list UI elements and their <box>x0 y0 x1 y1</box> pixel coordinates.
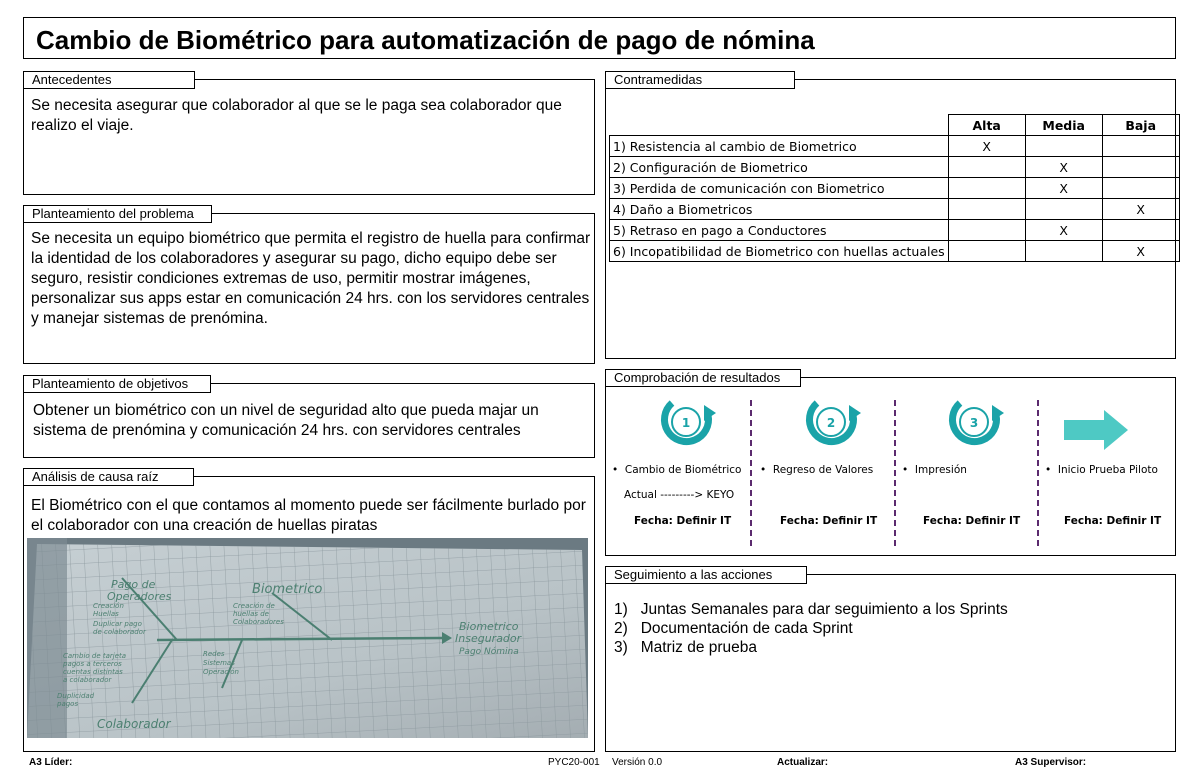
list-item-text: Documentación de cada Sprint <box>640 620 853 637</box>
step-1-name <box>612 464 741 476</box>
antecedentes-text: Se necesita asegurar que colaborador al que se le paga sea colaborador que realizo el viaje. <box>31 97 562 134</box>
contramedidas-label: Contramedidas <box>605 71 795 89</box>
fishbone-cause-bm-3: Operación <box>203 668 239 676</box>
row-label: 1) Resistencia al cambio de Biometrico <box>610 136 949 157</box>
seguimiento-list <box>614 600 1008 657</box>
step-4-fecha: Fecha: Definir IT <box>1064 515 1162 527</box>
cell-baja <box>1102 178 1179 199</box>
fishbone-cause-bl-2: pagos a terceros <box>63 660 122 668</box>
fishbone-bottom-label: Colaborador <box>97 717 171 731</box>
cycle-step-2-icon <box>797 393 867 451</box>
step-4-bullet: • <box>1045 464 1052 476</box>
footer-actualizar: Actualizar: <box>777 757 829 768</box>
objetivos-text: Obtener un biométrico con un nivel de seguridad alto que pueda majar un sistema de prenómina y comunicación 24 hrs. con servidores centrales <box>33 402 539 439</box>
contramedidas-table <box>609 114 1180 262</box>
cell-media: X <box>1025 157 1102 178</box>
fishbone-cause-bl-4: a colaborador <box>63 676 112 684</box>
step-3-number: 3 <box>969 416 979 430</box>
fishbone-top-left-title-2: Operadores <box>107 590 172 603</box>
footer-lider: A3 Líder: <box>29 757 73 768</box>
antecedentes-label: Antecedentes <box>23 71 195 89</box>
list-item <box>614 600 1008 619</box>
table-row <box>610 220 1180 241</box>
causa-raiz-text: El Biométrico con el que contamos al momento puede ser fácilmente burlado por el colaborador con una creación de huellas piratas <box>31 497 586 534</box>
table-row <box>610 157 1180 178</box>
fishbone-cause-bm-1: Redes <box>203 650 225 658</box>
fishbone-top-mid-title: Biometrico <box>252 582 323 597</box>
cell-media <box>1025 241 1102 262</box>
fishbone-cause-bl-1: Cambio de tarjeta <box>63 652 127 660</box>
row-label: 5) Retraso en pago a Conductores <box>610 220 949 241</box>
objetivos-label: Planteamiento de objetivos <box>23 375 211 393</box>
fishbone-cause-tm-1: Creación de <box>233 602 275 610</box>
cell-media: X <box>1025 220 1102 241</box>
cell-alta <box>948 241 1025 262</box>
fishbone-cause-tm-2: huellas de <box>233 610 269 618</box>
row-label: 6) Incopatibilidad de Biometrico con huellas actuales <box>610 241 949 262</box>
cell-media <box>1025 199 1102 220</box>
step-2-number: 2 <box>826 416 836 430</box>
fishbone-cause-tl-4: de colaborador <box>93 628 146 636</box>
fishbone-head-3: Pago Nómina <box>459 647 519 657</box>
fishbone-head-1: Biometrico <box>459 620 519 633</box>
cell-baja: X <box>1102 241 1179 262</box>
step-divider-3 <box>1037 400 1039 546</box>
footer-supervisor: A3 Supervisor: <box>1015 757 1087 768</box>
list-item-text: Juntas Semanales para dar seguimiento a los Sprints <box>640 601 1008 618</box>
step-2-name <box>760 464 873 476</box>
fishbone-cause-extra-1: Duplicidad <box>57 692 95 700</box>
cell-baja <box>1102 220 1179 241</box>
fishbone-cause-extra-2: pagos <box>57 700 79 708</box>
header-empty <box>610 115 949 136</box>
list-item-text: Matriz de prueba <box>640 639 758 656</box>
fishbone-cause-tl-1: Creación <box>93 602 124 610</box>
step-3-fecha: Fecha: Definir IT <box>923 515 1021 527</box>
cell-alta: X <box>948 136 1025 157</box>
row-label: 4) Daño a Biometricos <box>610 199 949 220</box>
arrow-right-icon <box>1062 410 1130 450</box>
table-row <box>610 136 1180 157</box>
cell-alta <box>948 220 1025 241</box>
list-item <box>614 638 1008 657</box>
step-1-label: Cambio de Biométrico <box>624 464 742 476</box>
step-1-number: 1 <box>681 416 691 430</box>
row-label: 2) Configuración de Biometrico <box>610 157 949 178</box>
problema-label: Planteamiento del problema <box>23 205 212 223</box>
fishbone-cause-bm-2: Sistemas <box>203 659 235 667</box>
step-3-label: Impresión <box>914 464 967 476</box>
step-2-bullet: • <box>760 464 767 476</box>
step-4-name <box>1045 464 1158 476</box>
table-row <box>610 199 1180 220</box>
row-label: 3) Perdida de comunicación con Biometrico <box>610 178 949 199</box>
step-divider-1 <box>750 400 752 546</box>
header-media: Media <box>1025 115 1102 136</box>
page-title: Cambio de Biométrico para automatización de pago de nómina <box>36 25 815 55</box>
footer-code: PYC20-001 <box>548 757 600 768</box>
comprobacion-label: Comprobación de resultados <box>605 369 801 387</box>
cell-baja <box>1102 136 1179 157</box>
list-item <box>614 619 1008 638</box>
cell-baja: X <box>1102 199 1179 220</box>
step-1-fecha: Fecha: Definir IT <box>634 515 732 527</box>
list-item-number: 3) <box>614 639 628 656</box>
step-1-bullet: • <box>612 464 619 476</box>
fishbone-cause-tm-3: Colaboradores <box>233 618 284 626</box>
list-item-number: 2) <box>614 620 628 637</box>
table-row <box>610 241 1180 262</box>
cycle-step-1-icon <box>652 393 722 451</box>
cell-baja <box>1102 157 1179 178</box>
title-box <box>23 17 1176 59</box>
contramedidas-header-row <box>610 115 1180 136</box>
step-4-label: Inicio Prueba Piloto <box>1057 464 1158 476</box>
fishbone-top-left-title-1: Pago de <box>111 578 156 591</box>
step-3-name <box>902 464 967 476</box>
step-divider-2 <box>894 400 896 546</box>
cell-media: X <box>1025 178 1102 199</box>
cell-alta <box>948 178 1025 199</box>
step-2-fecha: Fecha: Definir IT <box>780 515 878 527</box>
cell-alta <box>948 199 1025 220</box>
fishbone-diagram-photo <box>27 538 588 738</box>
cell-alta <box>948 157 1025 178</box>
seguimiento-label: Seguimiento a las acciones <box>605 566 807 584</box>
step-2-label: Regreso de Valores <box>772 464 874 476</box>
cell-media <box>1025 136 1102 157</box>
step-1-sub: Actual ---------> KEYO <box>624 489 735 501</box>
causa-raiz-label: Análisis de causa raíz <box>23 468 194 486</box>
step-3-bullet: • <box>902 464 909 476</box>
fishbone-cause-tl-2: Huellas <box>93 610 119 618</box>
header-baja: Baja <box>1102 115 1179 136</box>
header-alta: Alta <box>948 115 1025 136</box>
cycle-step-3-icon <box>940 393 1010 451</box>
fishbone-cause-bl-3: cuentas distintas <box>63 668 123 676</box>
fishbone-head-2: Insegurador <box>455 632 522 645</box>
fishbone-cause-tl-3: Duplicar pago <box>93 620 142 628</box>
list-item-number: 1) <box>614 601 628 618</box>
table-row <box>610 178 1180 199</box>
footer-version: Versión 0.0 <box>612 757 663 768</box>
problema-text: Se necesita un equipo biométrico que permita el registro de huella para confirmar la identidad de los colaboradores y asegurar su pago, dicho equipo debe ser seguro, resistir condiciones extremas de uso, permitir mostrar imágenes, personalizar sus apps estar en comunicación 24 hrs. con los servidores centrales y manejar sistemas de prenómina. <box>31 230 591 327</box>
